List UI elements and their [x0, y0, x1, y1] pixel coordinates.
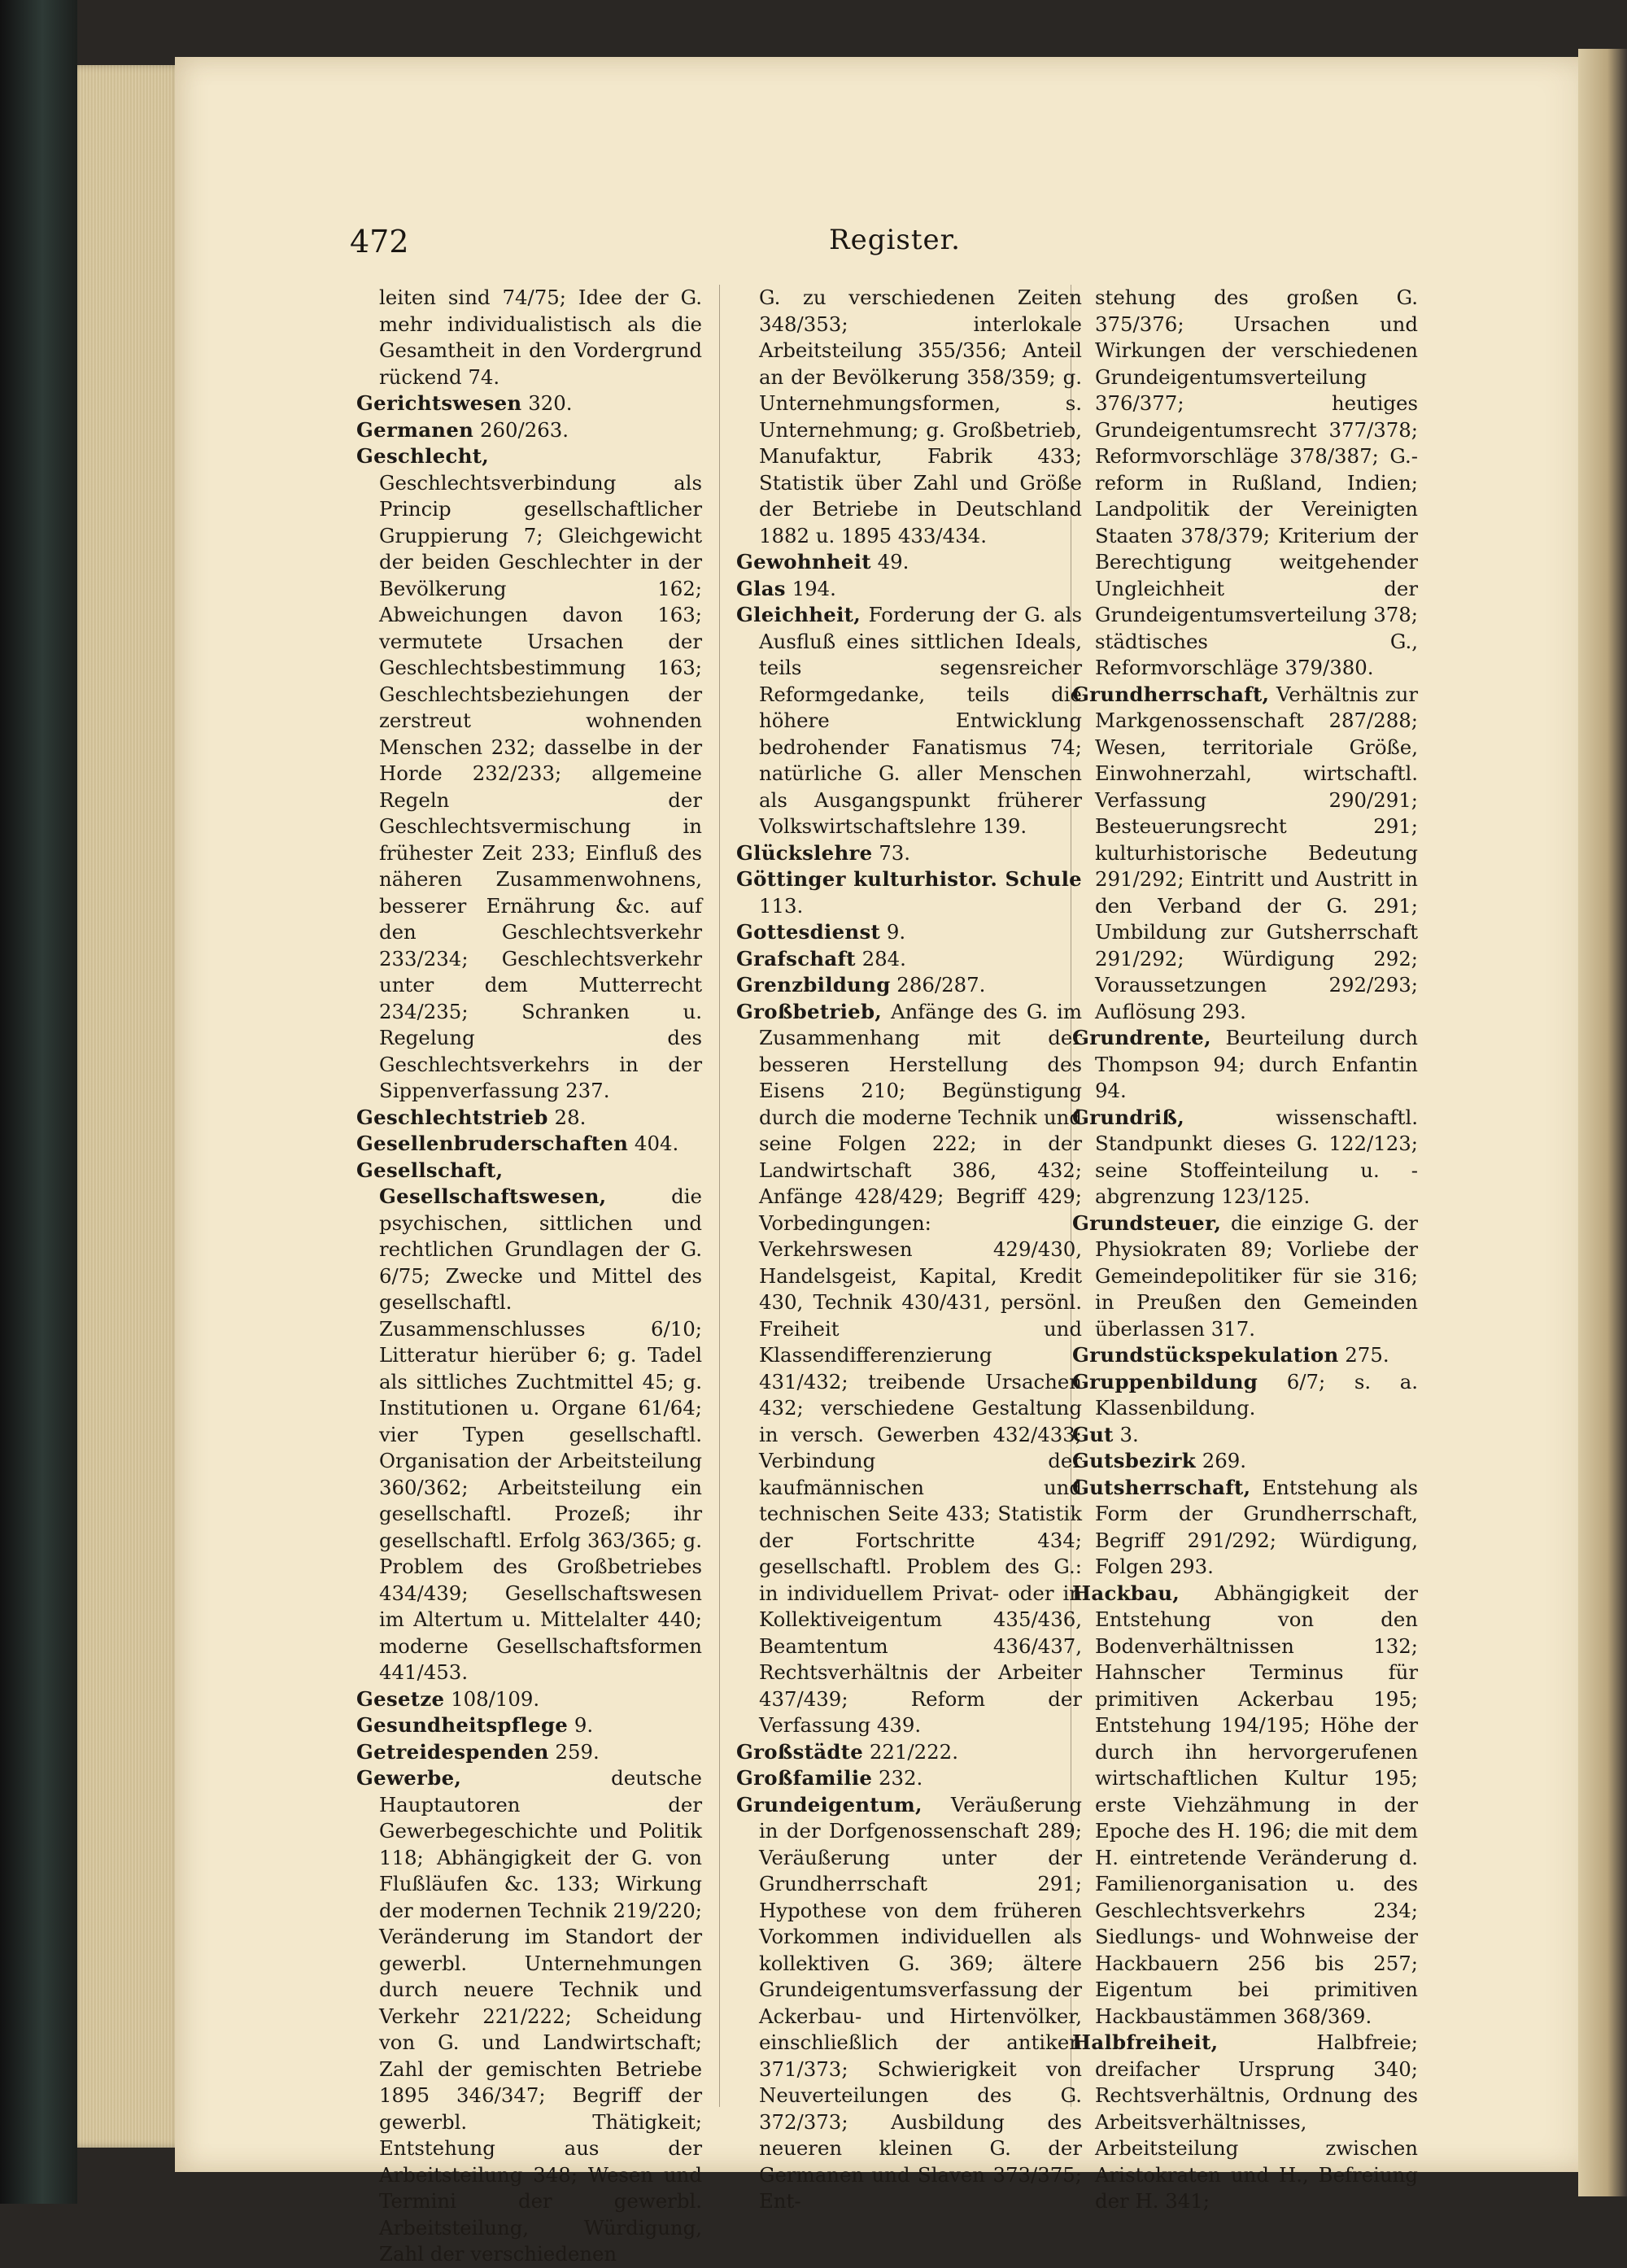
- entry-text: 9.: [880, 920, 906, 944]
- continuation-text: G. zu verschiedenen Zeiten 348/353; interlokale Arbeitsteilung 355/356; Anteil an der Bevölkerung 358/359; g. Unternehmungsformen, s. Unternehmung; g. Großbetrieb, Manufaktur, Fabrik 433; Statistik über Zahl und Größe der Betriebe in Deutschland 1882 u. 1895 433/434.: [759, 286, 1082, 547]
- page-edges: [77, 65, 183, 2148]
- entry-heading: Glas: [736, 576, 786, 600]
- entry-heading: Grundeigentum,: [736, 1792, 923, 1817]
- entry-heading: Gruppenbildung: [1072, 1369, 1258, 1394]
- entry-text: 221/222.: [863, 1739, 958, 1764]
- entry-heading: Gutsbezirk: [1072, 1449, 1196, 1472]
- entry-text: 113.: [759, 893, 804, 918]
- entry-text: Halbfreie; dreifacher Ursprung 340; Rechtsverhältnis, Ordnung des Arbeitsverhältnisses, Arbeitsteilung zwischen Aristokraten und H., Befreiung der H. 341;: [1095, 2030, 1418, 2213]
- entry-heading: Großbetrieb,: [736, 999, 883, 1023]
- entry-text: 269.: [1196, 1449, 1247, 1472]
- entry-text: 28.: [547, 1105, 587, 1129]
- entry-list: [1072, 682, 1418, 2215]
- entry-heading: Hackbau,: [1072, 1581, 1180, 1605]
- index-entry: [1072, 1422, 1418, 1449]
- index-entry: [356, 1131, 702, 1158]
- index-entry: [356, 1158, 702, 1686]
- index-entry: [736, 972, 1082, 999]
- entry-heading: Getreidespenden: [356, 1739, 549, 1764]
- entry-text: 260/263.: [473, 417, 569, 442]
- index-entry: [356, 1712, 702, 1739]
- column-rule: [719, 285, 720, 2107]
- entry-heading: Gut: [1072, 1422, 1114, 1446]
- entry-heading: Grundsteuer,: [1072, 1210, 1222, 1235]
- entry-heading: Gerichtswesen: [356, 391, 522, 415]
- entry-text: 284.: [855, 946, 906, 970]
- entry-text: 73.: [872, 840, 911, 865]
- entry-text: Geschlechtsverbindung als Princip gesellschaftlicher Gruppierung 7; Gleichgewicht der beiden Geschlechter in der Bevölkerung 162; Abweichungen davon 163; vermutete Ursachen der Geschlechtsbestimmung 163; Geschlechtsbeziehungen der zerstreut wohnenden Menschen 232; dasselbe in der Horde 232/233; allgemeine Regeln der Geschlechtsvermischung in frühester Zeit 233; Einfluß des näheren Zusammenwohnens, besserer Ernährung &c. auf den Geschlechtsverkehr 233/234; Geschlechtsverkehr unter dem Mutterrecht 234/235; Schranken u. Regelung des Geschlechtsverkehrs in der Sippenverfassung 237.: [379, 470, 702, 1102]
- index-entry: [736, 576, 1082, 603]
- index-entry: [1072, 1448, 1418, 1475]
- index-entry: [736, 602, 1082, 840]
- entry-text: 3.: [1113, 1422, 1139, 1446]
- index-entry: [1072, 1210, 1418, 1343]
- entry-text: 194.: [785, 576, 836, 600]
- index-entry: [1072, 682, 1418, 1026]
- entry-list: [356, 390, 702, 2268]
- running-title: Register.: [829, 224, 961, 256]
- index-entry: [736, 840, 1082, 867]
- index-entry: [1072, 1105, 1418, 1210]
- index-entry: [1072, 1581, 1418, 2030]
- index-entry: [736, 549, 1082, 576]
- index-column-1: [356, 285, 702, 2266]
- right-page-edge: [1578, 49, 1627, 2196]
- entry-heading: Gewerbe,: [356, 1766, 462, 1790]
- index-entry: [1072, 1342, 1418, 1369]
- index-entry: [356, 1765, 702, 2268]
- entry-heading: Grundriß,: [1072, 1105, 1185, 1129]
- page-number: 472: [350, 224, 409, 260]
- index-column-2: [736, 285, 1082, 2213]
- index-entry: [356, 1105, 702, 1132]
- entry-heading: Gesellenbruderschaften: [356, 1132, 629, 1155]
- entry-list: [736, 549, 1082, 2215]
- index-entry: [736, 999, 1082, 1739]
- entry-text: 320.: [521, 391, 573, 415]
- entry-heading: Gewohnheit: [736, 550, 871, 574]
- index-entry: [1072, 1025, 1418, 1105]
- entry-text: 6/7; s. a. Klassenbildung.: [1095, 1369, 1418, 1420]
- entry-text: deutsche Hauptautoren der Gewerbegeschichte und Politik 118; Abhängigkeit der G. von Flußläufen &c. 133; Wirkung der modernen Technik 219/220; Veränderung im Standort der gewerbl. Unternehmungen durch neuere Technik und Verkehr 221/222; Scheidung von G. und Landwirtschaft; Zahl der gemischten Betriebe 1895 346/347; Begriff der gewerbl. Thätigkeit; Entstehung aus der Arbeitsteilung 348; Wesen und Termini der gewerbl. Arbeitsteilung, Würdigung, Zahl der verschiedenen: [379, 1766, 702, 2266]
- entry-heading: Gesundheitspflege: [356, 1713, 569, 1737]
- continuation-text: stehung des großen G. 375/376; Ursachen und Wirkungen der verschiedenen Grundeigentumsverteilung 376/377; heutiges Grundeigentumsrecht 377/378; Reformvorschläge 378/387; G.-reform in Rußland, Indien; Landpolitik der Vereinigten Staaten 378/379; Kriterium der Berechtigung weitgehender Ungleichheit der Grundeigentumsverteilung 378; städtisches G., Reformvorschläge 379/380.: [1095, 286, 1418, 679]
- index-entry: [1072, 1475, 1418, 1581]
- entry-text: 232.: [872, 1766, 923, 1790]
- entry-heading: Gesellschaft, Gesellschaftswesen,: [356, 1158, 607, 1208]
- index-entry: [736, 1792, 1082, 2215]
- entry-heading: Gottesdienst: [736, 920, 881, 944]
- entry-heading: Geschlechtstrieb: [356, 1105, 548, 1129]
- entry-text: Entstehung als Form der Grundherrschaft, Begriff 291/292; Würdigung, Folgen 293.: [1095, 1475, 1418, 1578]
- index-entry: [1072, 2030, 1418, 2215]
- entry-text: die einzige G. der Physiokraten 89; Vorliebe der Gemeindepolitiker für sie 316; in Preußen den Gemeinden überlassen 317.: [1095, 1210, 1418, 1341]
- index-entry: [1072, 1369, 1418, 1422]
- index-entry: [736, 1739, 1082, 1766]
- index-entry: [356, 1686, 702, 1713]
- index-column-3: [1072, 285, 1418, 2213]
- entry-heading: Gutsherrschaft,: [1072, 1475, 1251, 1499]
- entry-heading: Geschlecht,: [356, 444, 490, 468]
- entry-heading: Großstädte: [736, 1739, 864, 1764]
- entry-heading: Göttinger kulturhistor. Schule: [736, 867, 1082, 891]
- entry-heading: Gleichheit,: [736, 603, 861, 626]
- entry-heading: Grundherrschaft,: [1072, 682, 1270, 706]
- index-entry: [736, 919, 1082, 946]
- entry-text: 49.: [870, 550, 909, 574]
- entry-text: Abhängigkeit der Entstehung von den Bodenverhältnissen 132; Hahnscher Terminus für primitiven Ackerbau 195; Entstehung 194/195; Höhe der durch ihn hervorgerufenen wirtschaftlichen Kultur 195; erste Viehzähmung in der Epoche des H. 196; die mit dem H. eintretende Veränderung d. Familienorganisation u. des Geschlechtsverkehrs 234; Siedlungs- und Wohnweise der Hackbauern 256 bis 257; Eigentum bei primitiven Hackbaustämmen 368/369.: [1095, 1581, 1418, 2028]
- entry-heading: Halbfreiheit,: [1072, 2030, 1219, 2054]
- index-entry: [356, 417, 702, 444]
- entry-heading: Grafschaft: [736, 946, 856, 970]
- index-entry: [356, 443, 702, 1105]
- book-binding: [0, 0, 77, 2204]
- entry-heading: Gesetze: [356, 1686, 445, 1711]
- entry-heading: Grundstückspekulation: [1072, 1343, 1339, 1367]
- entry-text: Beurteilung durch Thompson 94; durch Enfantin 94.: [1095, 1026, 1418, 1102]
- entry-text: 404.: [628, 1132, 679, 1155]
- entry-text: wissenschaftl. Standpunkt dieses G. 122/123; seine Stoffeinteilung u. -abgrenzung 123/125.: [1095, 1105, 1418, 1208]
- index-entry: [736, 1765, 1082, 1792]
- running-head: [350, 224, 1440, 264]
- entry-text: 286/287.: [890, 973, 986, 997]
- entry-text: 9.: [568, 1713, 594, 1737]
- continuation-text: leiten sind 74/75; Idee der G. mehr individualistisch als die Gesamtheit in den Vordergrund rückend 74.: [379, 286, 702, 389]
- entry-text: 275.: [1338, 1343, 1389, 1367]
- entry-text: Forderung der G. als Ausfluß eines sittlichen Ideals, teils segensreicher Reformgedanke, teils die höhere Entwicklung bedrohender Fanatismus 74; natürliche G. aller Menschen als Ausgangspunkt früherer Volkswirtschaftslehre 139.: [759, 603, 1082, 838]
- entry-text: Veräußerung in der Dorfgenossenschaft 289; Veräußerung unter der Grundherrschaft 291; Hypothese von dem früheren Vorkommen individuellen als kollektiven G. 369; ältere Grundeigentumsverfassung der Ackerbau- und Hirtenvölker, einschließlich der antiken 371/373; Schwierigkeit von Neuverteilungen des G. 372/373; Ausbildung des neueren kleinen G. der Germanen und Slaven 373/375; Ent-: [759, 1792, 1082, 2213]
- entry-text: Anfänge des G. im Zusammenhang mit der besseren Herstellung des Eisens 210; Begünstigung durch die moderne Technik und seine Folgen 222; in der Landwirtschaft 386, 432; Anfänge 428/429; Begriff 429; Vorbedingungen: Verkehrswesen 429/430, Handelsgeist, Kapital, Kredit 430, Technik 430/431, persönl. Freiheit und Klassendifferenzierung 431/432; treibende Ursachen 432; verschiedene Gestaltung in versch. Gewerben 432/433; Verbindung der kaufmännischen und technischen Seite 433; Statistik der Fortschritte 434; gesellschaftl. Problem des G.: in individuellem Privat- oder in Kollektiveigentum 435/436, Beamtentum 436/437, Rechtsverhältnis der Arbeiter 437/439; Reform der Verfassung 439.: [759, 999, 1082, 1737]
- entry-text: Verhältnis zur Markgenossenschaft 287/288; Wesen, territoriale Größe, Einwohnerzahl, wirtschaftl. Verfassung 290/291; Besteuerungsrecht 291; kulturhistorische Bedeutung 291/292; Eintritt und Austritt in den Verband der G. 291; Umbildung zur Gutsherrschaft 291/292; Würdigung 292; Voraussetzungen 292/293; Auflösung 293.: [1095, 682, 1418, 1023]
- index-entry: [356, 1739, 702, 1766]
- index-entry: [736, 866, 1082, 919]
- entry-heading: Glückslehre: [736, 840, 873, 865]
- entry-heading: Grundrente,: [1072, 1026, 1211, 1049]
- entry-heading: Germanen: [356, 417, 474, 442]
- index-entry: [356, 390, 702, 417]
- entry-text: 259.: [548, 1739, 600, 1764]
- entry-heading: Großfamilie: [736, 1766, 873, 1790]
- entry-text: die psychischen, sittlichen und rechtlichen Grundlagen der G. 6/75; Zwecke und Mittel des gesellschaftl. Zusammenschlusses 6/10; Litteratur hierüber 6; g. Tadel als sittliches Zuchtmittel 45; g. Institutionen u. Organe 61/64; vier Typen gesellschaftl. Organisation der Arbeitsteilung 360/362; Arbeitsteilung ein gesellschaftl. Prozeß; ihr gesellschaftl. Erfolg 363/365; g. Problem des Großbetriebes 434/439; Gesellschaftswesen im Altertum u. Mittelalter 440; moderne Gesellschaftsformen 441/453.: [379, 1184, 702, 1684]
- index-entry: [736, 946, 1082, 973]
- entry-text: 108/109.: [444, 1686, 540, 1711]
- entry-heading: Grenzbildung: [736, 973, 891, 997]
